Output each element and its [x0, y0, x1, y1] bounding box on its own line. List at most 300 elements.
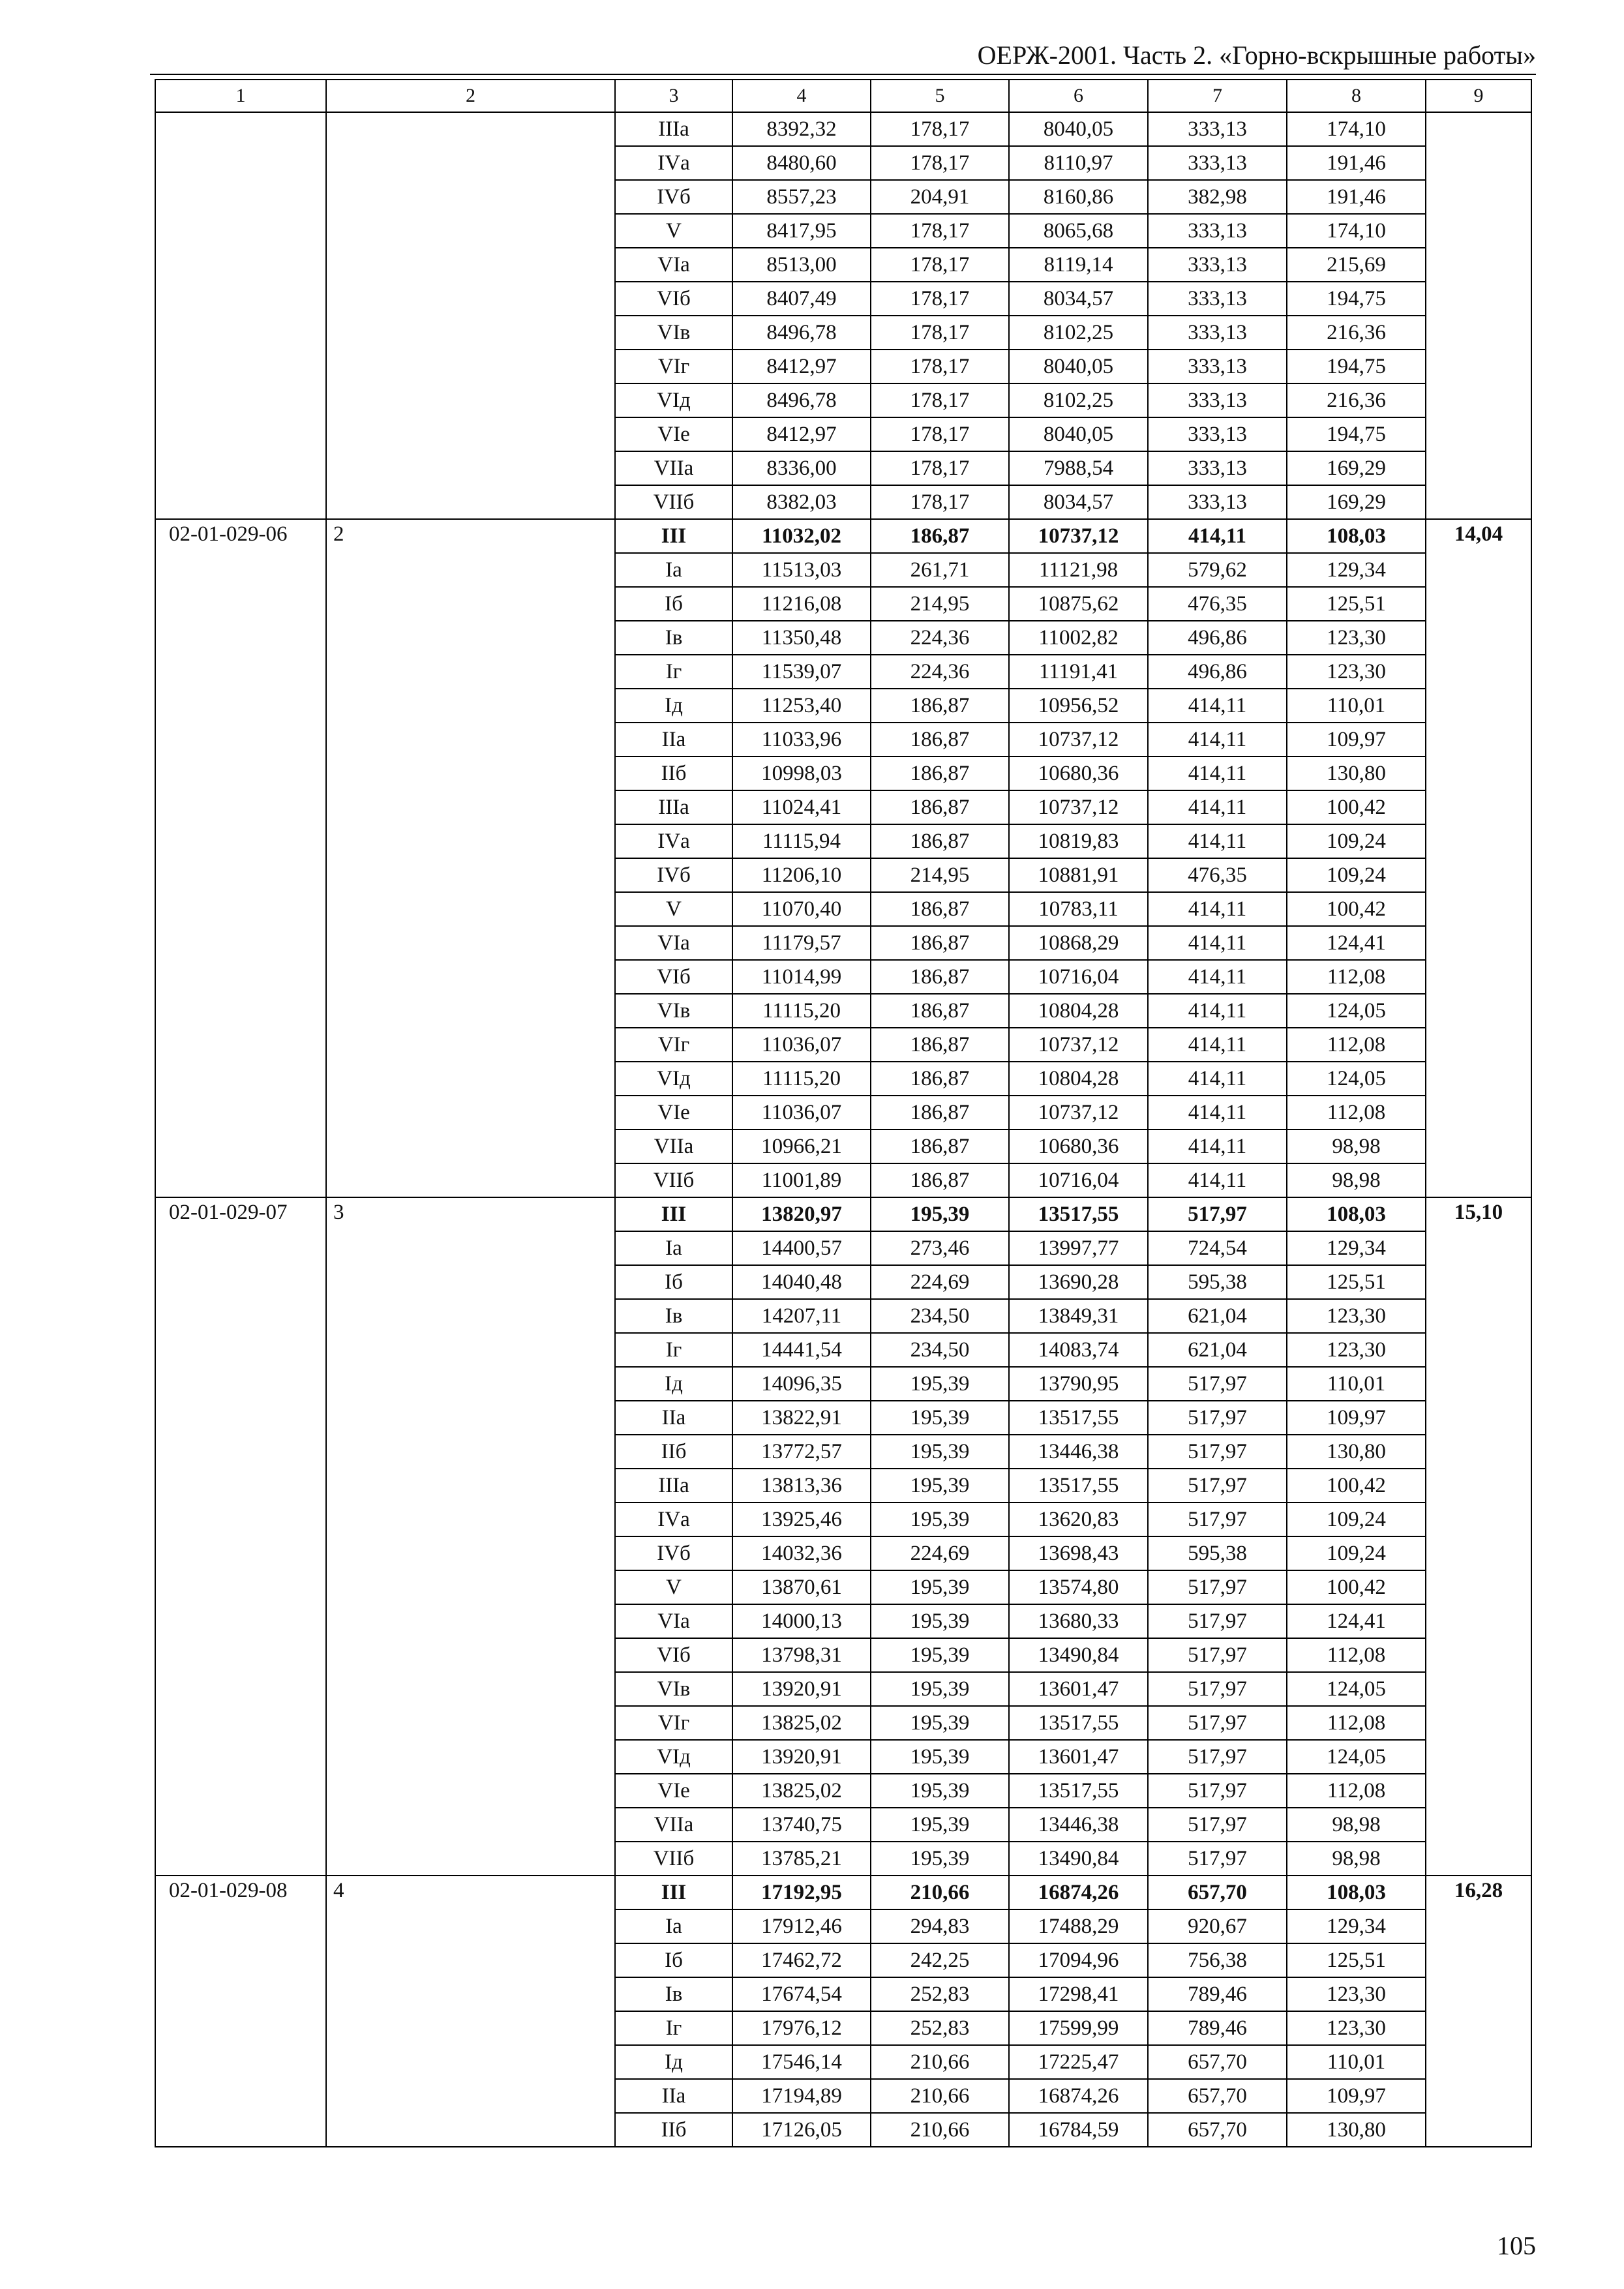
value-cell: 8034,57	[1009, 282, 1148, 316]
value-cell: 333,13	[1148, 350, 1287, 383]
value-cell: 234,50	[871, 1299, 1009, 1333]
value-cell: 16784,59	[1009, 2113, 1148, 2147]
value-cell: 109,97	[1287, 2079, 1426, 2113]
value-cell: 8110,97	[1009, 146, 1148, 180]
value-cell: 215,69	[1287, 248, 1426, 282]
rate-number-cell: 2	[326, 519, 615, 1197]
value-cell: 14000,13	[732, 1604, 871, 1638]
value-cell: 124,05	[1287, 994, 1426, 1028]
value-cell: 169,29	[1287, 485, 1426, 519]
soil-group-cell: Iв	[615, 1299, 732, 1333]
value-cell: 100,42	[1287, 790, 1426, 824]
value-cell: 112,08	[1287, 1096, 1426, 1130]
value-cell: 579,62	[1148, 553, 1287, 587]
column-number: 8	[1287, 80, 1426, 112]
column-number: 1	[155, 80, 326, 112]
soil-group-cell: V	[615, 214, 732, 248]
value-cell: 7988,54	[1009, 451, 1148, 485]
value-cell: 13790,95	[1009, 1367, 1148, 1401]
rate-number-cell	[326, 112, 615, 519]
value-cell: 10875,62	[1009, 587, 1148, 621]
value-cell: 11206,10	[732, 858, 871, 892]
value-cell: 109,24	[1287, 824, 1426, 858]
rate-code-cell: 02-01-029-07	[155, 1197, 326, 1876]
soil-group-cell: VIа	[615, 1604, 732, 1638]
soil-group-cell: VIе	[615, 1774, 732, 1808]
soil-group-cell: VIIа	[615, 1808, 732, 1842]
value-cell: 17599,99	[1009, 2011, 1148, 2045]
value-cell: 496,86	[1148, 655, 1287, 689]
value-cell: 13517,55	[1009, 1469, 1148, 1503]
value-cell: 414,11	[1148, 790, 1287, 824]
value-cell: 178,17	[871, 485, 1009, 519]
value-cell: 14083,74	[1009, 1333, 1148, 1367]
value-cell: 756,38	[1148, 1943, 1287, 1977]
value-cell: 17462,72	[732, 1943, 871, 1977]
value-cell: 123,30	[1287, 655, 1426, 689]
value-cell: 10716,04	[1009, 1163, 1148, 1197]
value-cell: 194,75	[1287, 282, 1426, 316]
rate-code-cell: 02-01-029-06	[155, 519, 326, 1197]
value-cell: 124,41	[1287, 1604, 1426, 1638]
value-cell: 13690,28	[1009, 1265, 1148, 1299]
value-cell: 8412,97	[732, 417, 871, 451]
value-cell: 191,46	[1287, 146, 1426, 180]
value-cell: 13920,91	[732, 1672, 871, 1706]
value-cell: 414,11	[1148, 1062, 1287, 1096]
value-cell: 98,98	[1287, 1130, 1426, 1163]
value-cell: 13813,36	[732, 1469, 871, 1503]
soil-group-cell: Iв	[615, 621, 732, 655]
soil-group-cell: V	[615, 1570, 732, 1604]
value-cell: 14207,11	[732, 1299, 871, 1333]
value-cell: 920,67	[1148, 1909, 1287, 1943]
soil-group-cell: IIб	[615, 756, 732, 790]
value-cell: 657,70	[1148, 2045, 1287, 2079]
value-cell: 11513,03	[732, 553, 871, 587]
value-cell: 657,70	[1148, 1876, 1287, 1909]
value-cell: 11115,20	[732, 1062, 871, 1096]
value-cell: 14032,36	[732, 1536, 871, 1570]
soil-group-cell: VIг	[615, 350, 732, 383]
soil-group-cell: III	[615, 1197, 732, 1231]
value-cell: 17488,29	[1009, 1909, 1148, 1943]
value-cell: 333,13	[1148, 316, 1287, 350]
rate-number-cell: 3	[326, 1197, 615, 1876]
value-cell: 595,38	[1148, 1265, 1287, 1299]
value-cell: 17298,41	[1009, 1977, 1148, 2011]
value-cell: 333,13	[1148, 383, 1287, 417]
value-cell: 621,04	[1148, 1333, 1287, 1367]
value-cell: 8040,05	[1009, 350, 1148, 383]
value-cell: 8119,14	[1009, 248, 1148, 282]
soil-group-cell: Iб	[615, 1265, 732, 1299]
soil-group-cell: IIIа	[615, 1469, 732, 1503]
soil-group-cell: VIв	[615, 1672, 732, 1706]
value-cell: 13517,55	[1009, 1774, 1148, 1808]
soil-group-cell: IIIа	[615, 790, 732, 824]
soil-group-cell: Iб	[615, 1943, 732, 1977]
rate-number-cell: 4	[326, 1876, 615, 2147]
value-cell: 10737,12	[1009, 1096, 1148, 1130]
value-cell: 414,11	[1148, 723, 1287, 756]
value-cell: 123,30	[1287, 621, 1426, 655]
value-cell: 476,35	[1148, 587, 1287, 621]
value-cell: 10966,21	[732, 1130, 871, 1163]
value-cell: 414,11	[1148, 1130, 1287, 1163]
value-cell: 13825,02	[732, 1774, 871, 1808]
value-cell: 186,87	[871, 1062, 1009, 1096]
value-cell: 108,03	[1287, 1876, 1426, 1909]
soil-group-cell: IIIа	[615, 112, 732, 146]
value-cell: 100,42	[1287, 892, 1426, 926]
value-cell: 517,97	[1148, 1638, 1287, 1672]
value-cell: 724,54	[1148, 1231, 1287, 1265]
value-cell: 13820,97	[732, 1197, 871, 1231]
value-cell: 333,13	[1148, 282, 1287, 316]
value-cell: 210,66	[871, 2045, 1009, 2079]
value-cell: 517,97	[1148, 1367, 1287, 1401]
value-cell: 414,11	[1148, 994, 1287, 1028]
value-cell: 13772,57	[732, 1435, 871, 1469]
value-cell: 8336,00	[732, 451, 871, 485]
value-cell: 124,05	[1287, 1062, 1426, 1096]
column-number: 4	[732, 80, 871, 112]
value-cell: 125,51	[1287, 1265, 1426, 1299]
value-cell: 195,39	[871, 1401, 1009, 1435]
value-cell: 10819,83	[1009, 824, 1148, 858]
value-cell: 129,34	[1287, 1909, 1426, 1943]
value-cell: 11002,82	[1009, 621, 1148, 655]
value-cell: 11350,48	[732, 621, 871, 655]
column-9-cell: 15,10	[1426, 1197, 1531, 1876]
value-cell: 10804,28	[1009, 994, 1148, 1028]
value-cell: 476,35	[1148, 858, 1287, 892]
value-cell: 252,83	[871, 1977, 1009, 2011]
value-cell: 174,10	[1287, 112, 1426, 146]
value-cell: 98,98	[1287, 1842, 1426, 1876]
soil-group-cell: Iд	[615, 1367, 732, 1401]
value-cell: 414,11	[1148, 892, 1287, 926]
page-number: 105	[1497, 2231, 1536, 2260]
value-cell: 414,11	[1148, 960, 1287, 994]
value-cell: 333,13	[1148, 146, 1287, 180]
value-cell: 186,87	[871, 892, 1009, 926]
value-cell: 10956,52	[1009, 689, 1148, 723]
value-cell: 13574,80	[1009, 1570, 1148, 1604]
value-cell: 204,91	[871, 180, 1009, 214]
value-cell: 414,11	[1148, 926, 1287, 960]
value-cell: 13446,38	[1009, 1808, 1148, 1842]
value-cell: 517,97	[1148, 1672, 1287, 1706]
value-cell: 13517,55	[1009, 1401, 1148, 1435]
value-cell: 8417,95	[732, 214, 871, 248]
value-cell: 214,95	[871, 587, 1009, 621]
soil-group-cell: VIб	[615, 960, 732, 994]
value-cell: 13490,84	[1009, 1638, 1148, 1672]
value-cell: 195,39	[871, 1469, 1009, 1503]
value-cell: 13517,55	[1009, 1197, 1148, 1231]
value-cell: 14040,48	[732, 1265, 871, 1299]
table-row	[155, 1197, 1531, 1231]
value-cell: 333,13	[1148, 112, 1287, 146]
soil-group-cell: III	[615, 519, 732, 553]
column-9-cell: 16,28	[1426, 1876, 1531, 2147]
value-cell: 10998,03	[732, 756, 871, 790]
value-cell: 517,97	[1148, 1706, 1287, 1740]
page-header-title: ОЕРЖ-2001. Часть 2. «Горно-вскрышные работы»	[977, 40, 1536, 70]
value-cell: 273,46	[871, 1231, 1009, 1265]
value-cell: 11070,40	[732, 892, 871, 926]
value-cell: 124,41	[1287, 926, 1426, 960]
value-cell: 186,87	[871, 1096, 1009, 1130]
value-cell: 11115,20	[732, 994, 871, 1028]
soil-group-cell: Iд	[615, 689, 732, 723]
value-cell: 108,03	[1287, 519, 1426, 553]
value-cell: 8382,03	[732, 485, 871, 519]
value-cell: 10680,36	[1009, 756, 1148, 790]
value-cell: 195,39	[871, 1842, 1009, 1876]
value-cell: 16874,26	[1009, 2079, 1148, 2113]
value-cell: 11115,94	[732, 824, 871, 858]
value-cell: 186,87	[871, 824, 1009, 858]
rate-code-cell: 02-01-029-08	[155, 1876, 326, 2147]
value-cell: 17194,89	[732, 2079, 871, 2113]
value-cell: 657,70	[1148, 2079, 1287, 2113]
value-cell: 186,87	[871, 1163, 1009, 1197]
value-cell: 129,34	[1287, 553, 1426, 587]
value-cell: 195,39	[871, 1604, 1009, 1638]
soil-group-cell: IVа	[615, 146, 732, 180]
soil-group-cell: IVа	[615, 1503, 732, 1536]
soil-group-cell: Iд	[615, 2045, 732, 2079]
value-cell: 112,08	[1287, 1028, 1426, 1062]
value-cell: 8102,25	[1009, 316, 1148, 350]
value-cell: 517,97	[1148, 1197, 1287, 1231]
value-cell: 8102,25	[1009, 383, 1148, 417]
value-cell: 621,04	[1148, 1299, 1287, 1333]
soil-group-cell: VIIа	[615, 451, 732, 485]
value-cell: 174,10	[1287, 214, 1426, 248]
value-cell: 17912,46	[732, 1909, 871, 1943]
value-cell: 13798,31	[732, 1638, 871, 1672]
column-number: 9	[1426, 80, 1531, 112]
value-cell: 11191,41	[1009, 655, 1148, 689]
value-cell: 13785,21	[732, 1842, 871, 1876]
value-cell: 186,87	[871, 519, 1009, 553]
value-cell: 261,71	[871, 553, 1009, 587]
value-cell: 224,36	[871, 655, 1009, 689]
value-cell: 124,05	[1287, 1672, 1426, 1706]
table-row	[155, 112, 1531, 146]
value-cell: 333,13	[1148, 248, 1287, 282]
value-cell: 125,51	[1287, 1943, 1426, 1977]
soil-group-cell: VIIб	[615, 1842, 732, 1876]
soil-group-cell: VIа	[615, 926, 732, 960]
soil-group-cell: VIIб	[615, 485, 732, 519]
value-cell: 130,80	[1287, 2113, 1426, 2147]
header-rule	[150, 74, 1536, 75]
column-number: 5	[871, 80, 1009, 112]
value-cell: 13822,91	[732, 1401, 871, 1435]
value-cell: 98,98	[1287, 1163, 1426, 1197]
value-cell: 108,03	[1287, 1197, 1426, 1231]
value-cell: 13698,43	[1009, 1536, 1148, 1570]
value-cell: 8392,32	[732, 112, 871, 146]
value-cell: 186,87	[871, 926, 1009, 960]
value-cell: 17094,96	[1009, 1943, 1148, 1977]
value-cell: 517,97	[1148, 1774, 1287, 1808]
value-cell: 414,11	[1148, 689, 1287, 723]
value-cell: 130,80	[1287, 1435, 1426, 1469]
value-cell: 517,97	[1148, 1570, 1287, 1604]
value-cell: 13740,75	[732, 1808, 871, 1842]
soil-group-cell: VIд	[615, 1740, 732, 1774]
value-cell: 178,17	[871, 112, 1009, 146]
value-cell: 125,51	[1287, 587, 1426, 621]
value-cell: 10737,12	[1009, 1028, 1148, 1062]
value-cell: 8557,23	[732, 180, 871, 214]
soil-group-cell: VIв	[615, 316, 732, 350]
value-cell: 13997,77	[1009, 1231, 1148, 1265]
value-cell: 789,46	[1148, 2011, 1287, 2045]
soil-group-cell: VIе	[615, 1096, 732, 1130]
value-cell: 517,97	[1148, 1604, 1287, 1638]
value-cell: 14441,54	[732, 1333, 871, 1367]
column-number: 3	[615, 80, 732, 112]
value-cell: 112,08	[1287, 1706, 1426, 1740]
value-cell: 178,17	[871, 383, 1009, 417]
value-cell: 195,39	[871, 1808, 1009, 1842]
value-cell: 130,80	[1287, 756, 1426, 790]
value-cell: 186,87	[871, 994, 1009, 1028]
value-cell: 178,17	[871, 214, 1009, 248]
value-cell: 333,13	[1148, 485, 1287, 519]
soil-group-cell: IVб	[615, 180, 732, 214]
value-cell: 194,75	[1287, 350, 1426, 383]
value-cell: 11253,40	[732, 689, 871, 723]
value-cell: 11024,41	[732, 790, 871, 824]
column-9-cell: 14,04	[1426, 519, 1531, 1197]
soil-group-cell: VIб	[615, 1638, 732, 1672]
soil-group-cell: Iа	[615, 1909, 732, 1943]
value-cell: 333,13	[1148, 451, 1287, 485]
value-cell: 8496,78	[732, 383, 871, 417]
soil-group-cell: VIг	[615, 1706, 732, 1740]
value-cell: 595,38	[1148, 1536, 1287, 1570]
column-9-cell	[1426, 112, 1531, 519]
value-cell: 123,30	[1287, 1299, 1426, 1333]
value-cell: 17126,05	[732, 2113, 871, 2147]
soil-group-cell: VIе	[615, 417, 732, 451]
soil-group-cell: IIа	[615, 2079, 732, 2113]
table-row	[155, 1876, 1531, 1909]
value-cell: 112,08	[1287, 960, 1426, 994]
value-cell: 11539,07	[732, 655, 871, 689]
value-cell: 13920,91	[732, 1740, 871, 1774]
value-cell: 194,75	[1287, 417, 1426, 451]
value-cell: 8480,60	[732, 146, 871, 180]
value-cell: 13620,83	[1009, 1503, 1148, 1536]
value-cell: 100,42	[1287, 1469, 1426, 1503]
soil-group-cell: VIIа	[615, 1130, 732, 1163]
value-cell: 8034,57	[1009, 485, 1148, 519]
soil-group-cell: VIб	[615, 282, 732, 316]
value-cell: 129,34	[1287, 1231, 1426, 1265]
value-cell: 186,87	[871, 790, 1009, 824]
value-cell: 13601,47	[1009, 1672, 1148, 1706]
value-cell: 13601,47	[1009, 1740, 1148, 1774]
value-cell: 242,25	[871, 1943, 1009, 1977]
value-cell: 414,11	[1148, 1163, 1287, 1197]
value-cell: 414,11	[1148, 824, 1287, 858]
value-cell: 10737,12	[1009, 723, 1148, 756]
soil-group-cell: VIд	[615, 1062, 732, 1096]
value-cell: 216,36	[1287, 316, 1426, 350]
value-cell: 224,69	[871, 1265, 1009, 1299]
value-cell: 294,83	[871, 1909, 1009, 1943]
value-cell: 195,39	[871, 1740, 1009, 1774]
value-cell: 195,39	[871, 1367, 1009, 1401]
value-cell: 16874,26	[1009, 1876, 1148, 1909]
soil-group-cell: V	[615, 892, 732, 926]
value-cell: 195,39	[871, 1638, 1009, 1672]
value-cell: 8407,49	[732, 282, 871, 316]
value-cell: 11001,89	[732, 1163, 871, 1197]
value-cell: 10868,29	[1009, 926, 1148, 960]
value-cell: 186,87	[871, 723, 1009, 756]
value-cell: 517,97	[1148, 1503, 1287, 1536]
value-cell: 17192,95	[732, 1876, 871, 1909]
value-cell: 414,11	[1148, 756, 1287, 790]
value-cell: 11036,07	[732, 1028, 871, 1062]
value-cell: 109,97	[1287, 723, 1426, 756]
value-cell: 186,87	[871, 960, 1009, 994]
value-cell: 414,11	[1148, 519, 1287, 553]
value-cell: 333,13	[1148, 214, 1287, 248]
value-cell: 657,70	[1148, 2113, 1287, 2147]
soil-group-cell: Iг	[615, 2011, 732, 2045]
value-cell: 178,17	[871, 350, 1009, 383]
soil-group-cell: VIв	[615, 994, 732, 1028]
value-cell: 8160,86	[1009, 180, 1148, 214]
value-cell: 210,66	[871, 1876, 1009, 1909]
value-cell: 224,36	[871, 621, 1009, 655]
value-cell: 517,97	[1148, 1842, 1287, 1876]
soil-group-cell: VIIб	[615, 1163, 732, 1197]
value-cell: 17225,47	[1009, 2045, 1148, 2079]
value-cell: 178,17	[871, 417, 1009, 451]
value-cell: 123,30	[1287, 1333, 1426, 1367]
value-cell: 517,97	[1148, 1469, 1287, 1503]
soil-group-cell: VIг	[615, 1028, 732, 1062]
value-cell: 109,24	[1287, 1503, 1426, 1536]
value-cell: 13870,61	[732, 1570, 871, 1604]
value-cell: 11033,96	[732, 723, 871, 756]
value-cell: 10680,36	[1009, 1130, 1148, 1163]
value-cell: 14096,35	[732, 1367, 871, 1401]
value-cell: 789,46	[1148, 1977, 1287, 2011]
value-cell: 8065,68	[1009, 214, 1148, 248]
value-cell: 186,87	[871, 1130, 1009, 1163]
value-cell: 216,36	[1287, 383, 1426, 417]
value-cell: 10737,12	[1009, 519, 1148, 553]
value-cell: 517,97	[1148, 1808, 1287, 1842]
value-cell: 17976,12	[732, 2011, 871, 2045]
value-cell: 13825,02	[732, 1706, 871, 1740]
value-cell: 110,01	[1287, 2045, 1426, 2079]
value-cell: 100,42	[1287, 1570, 1426, 1604]
